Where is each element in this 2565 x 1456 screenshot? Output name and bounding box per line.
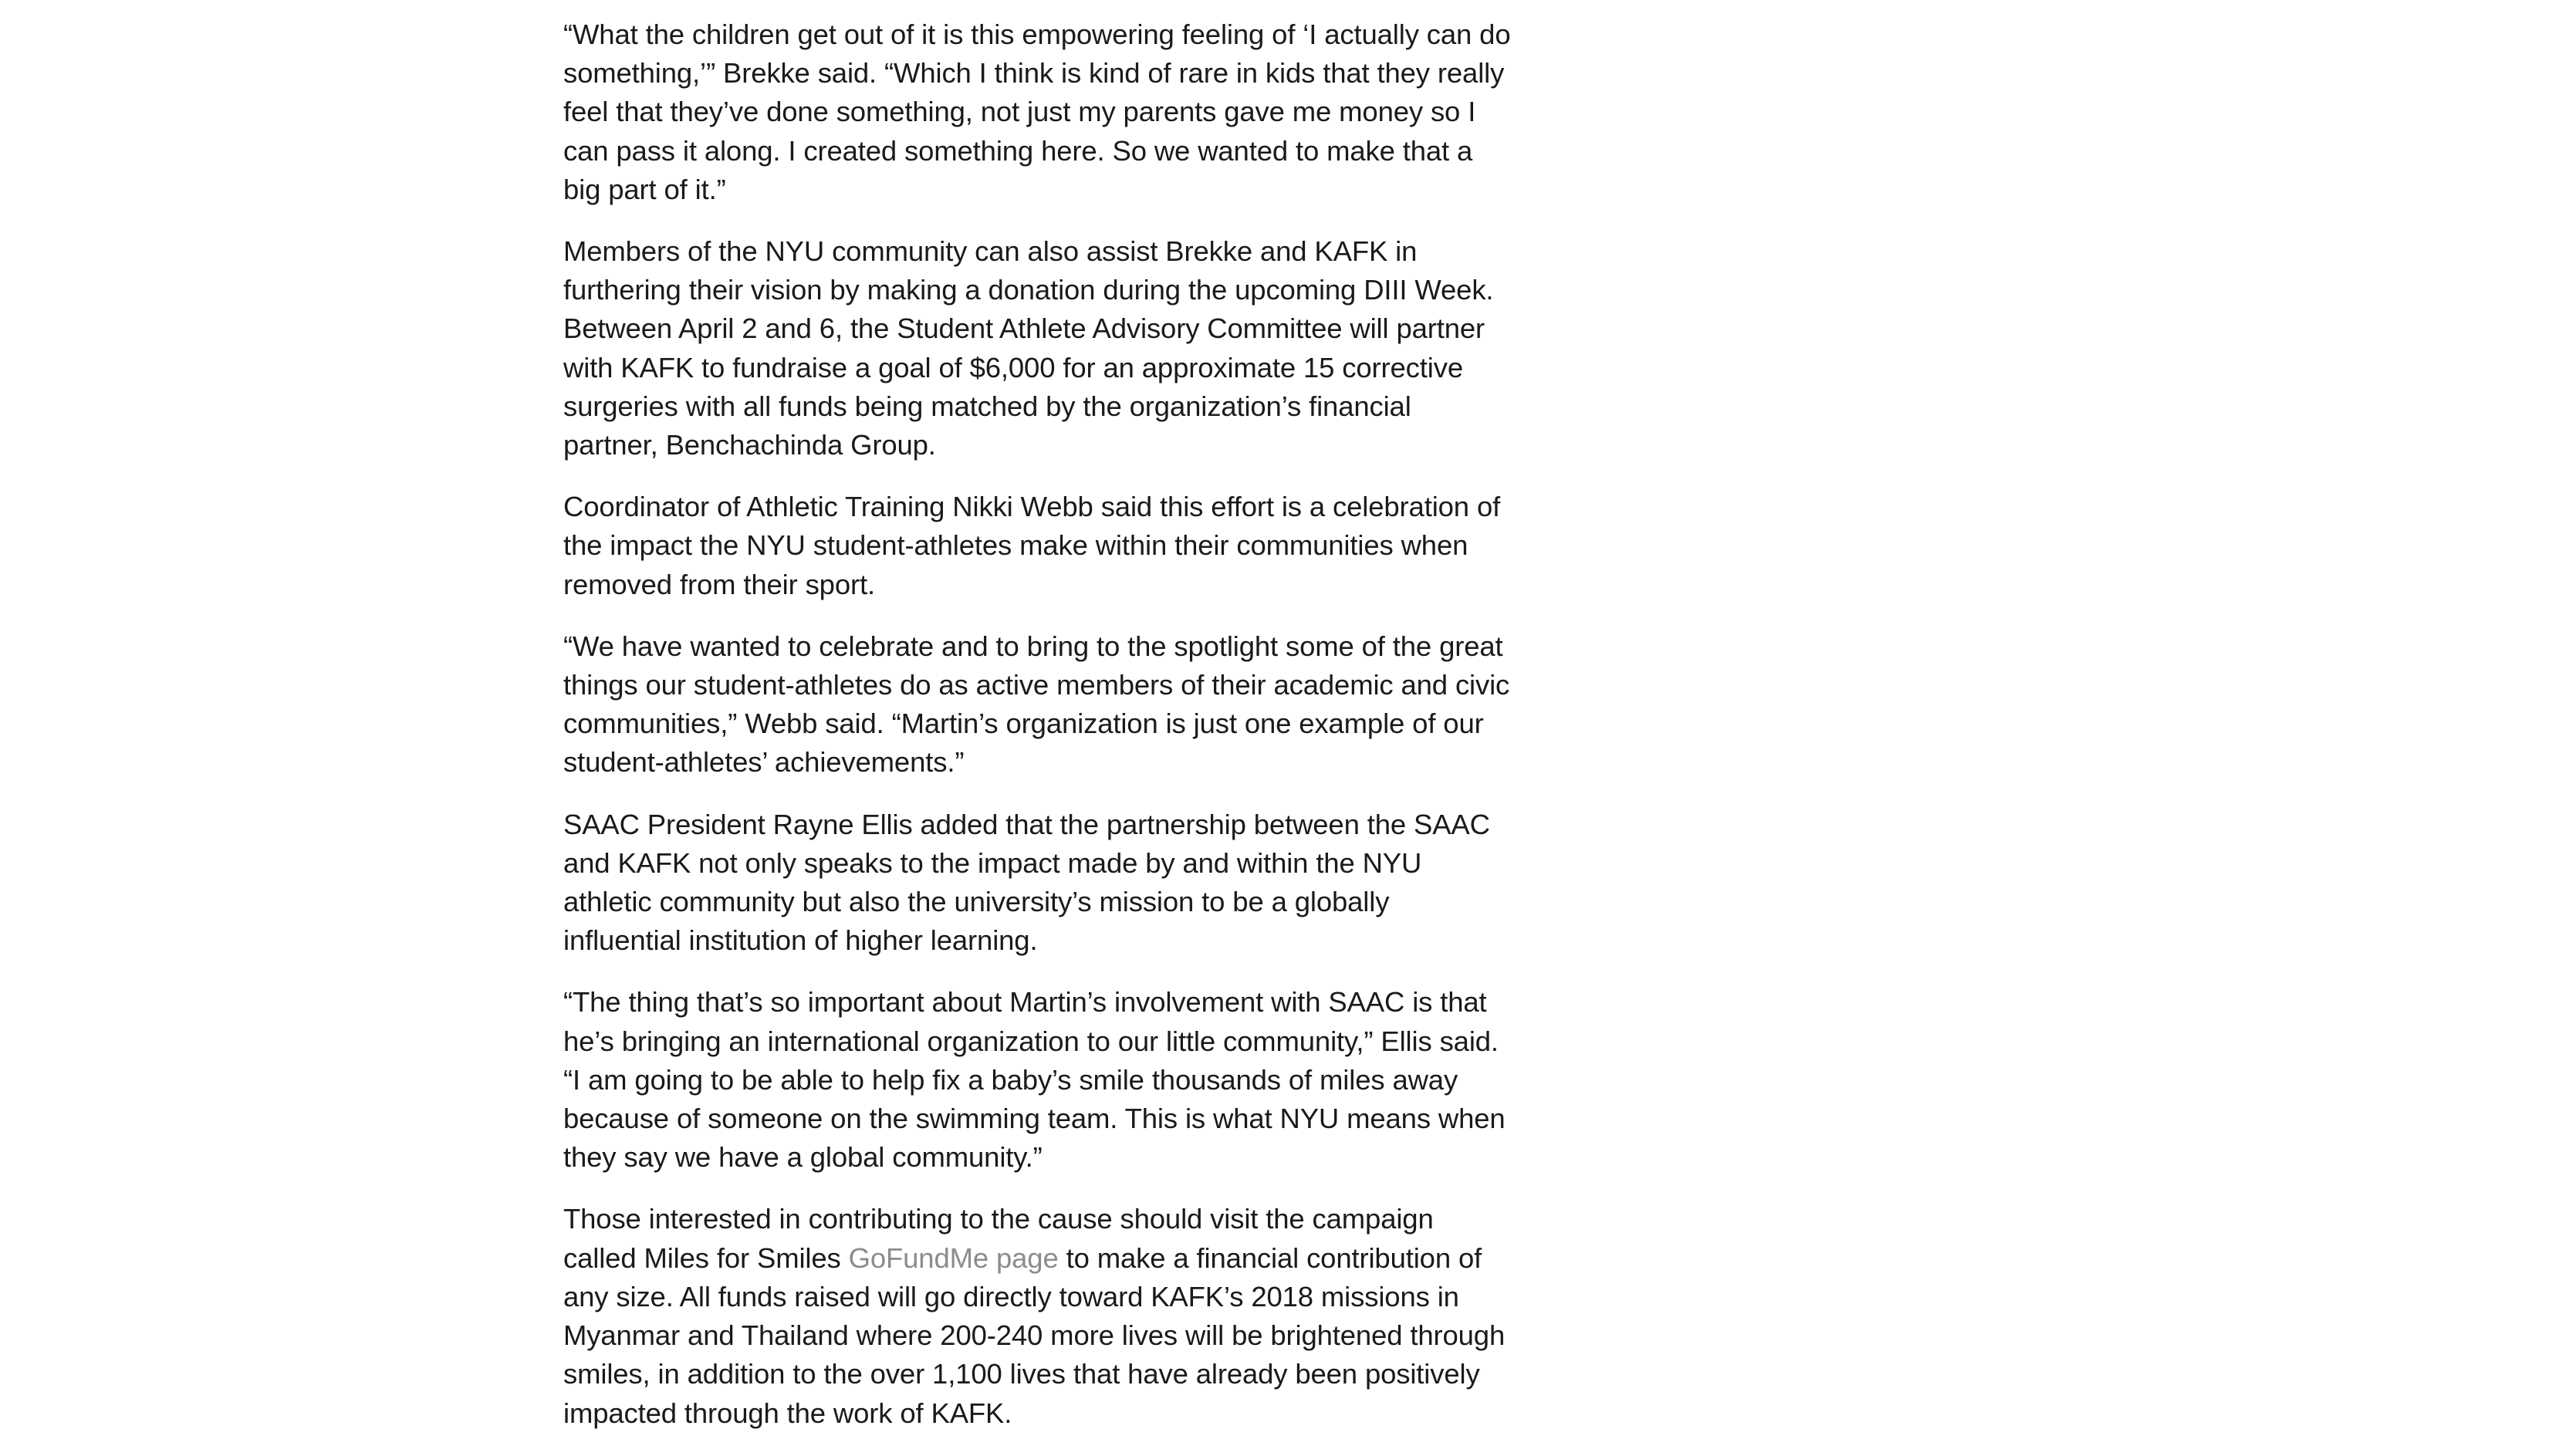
paragraph-brekke-quote: “What the children get out of it is this empowering feeling of ‘I actually can do something,’” Brekke said. “Which I think is kind of rare in kids that they really feel that they’ve done something, not just my parents gave me money so I can pass it along. I created something here. So we wanted to make that a big part of it.” [563,19,1511,205]
paragraph-contribution [563,1200,1512,1432]
paragraph-webb-statement: Coordinator of Athletic Training Nikki Webb said this effort is a celebration of the impact the NYU student-athletes make within their communities when removed from their sport. [563,491,1501,600]
article-body [563,15,1512,1456]
contribution-text-before: Those interested in contributing to the cause should visit the campaign called Miles for Smiles [563,1203,1434,1274]
gofundme-link[interactable]: GoFundMe page [848,1241,1059,1274]
paragraph-diii-week-donation: Members of the NYU community can also assist Brekke and KAFK in furthering their vision by making a donation during the upcoming DIII Week. Between April 2 and 6, the Student Athlete Advisory Committee will partner with KAFK to fundraise a goal of $6,000 for an approximate 15 corrective surgeries with all funds being matched by the organization’s financial partner, Benchachinda Group. [563,235,1494,461]
paragraph-ellis-quote: “The thing that’s so important about Martin’s involvement with SAAC is that he’s bringing an international organization to our little community,” Ellis said. “I am going to be able to help fix a baby’s smile thousands of miles away because of someone on the swimming team. This is what NYU means when they say we have a global community.” [563,986,1506,1174]
paragraph-ellis-statement: SAAC President Rayne Ellis added that the partnership between the SAAC and KAFK not only speaks to the impact made by and within the NYU athletic community but also the university’s mission to be a globally influential institution of higher learning. [563,808,1490,957]
contribution-text-after: to make a financial contribution of any size. All funds raised will go directly toward KAFK’s 2018 missions in Myanmar and Thailand where 200-240 more lives will be brightened through smiles, in addition to the over 1,100 lives that have already been positively impacted through the work of KAFK. [563,1241,1506,1429]
paragraph-webb-quote: “We have wanted to celebrate and to bring to the spotlight some of the great things our student-athletes do as active members of their academic and civic communities,” Webb said. “Martin’s organization is just one example of our student-athletes’ achievements.” [563,630,1510,779]
